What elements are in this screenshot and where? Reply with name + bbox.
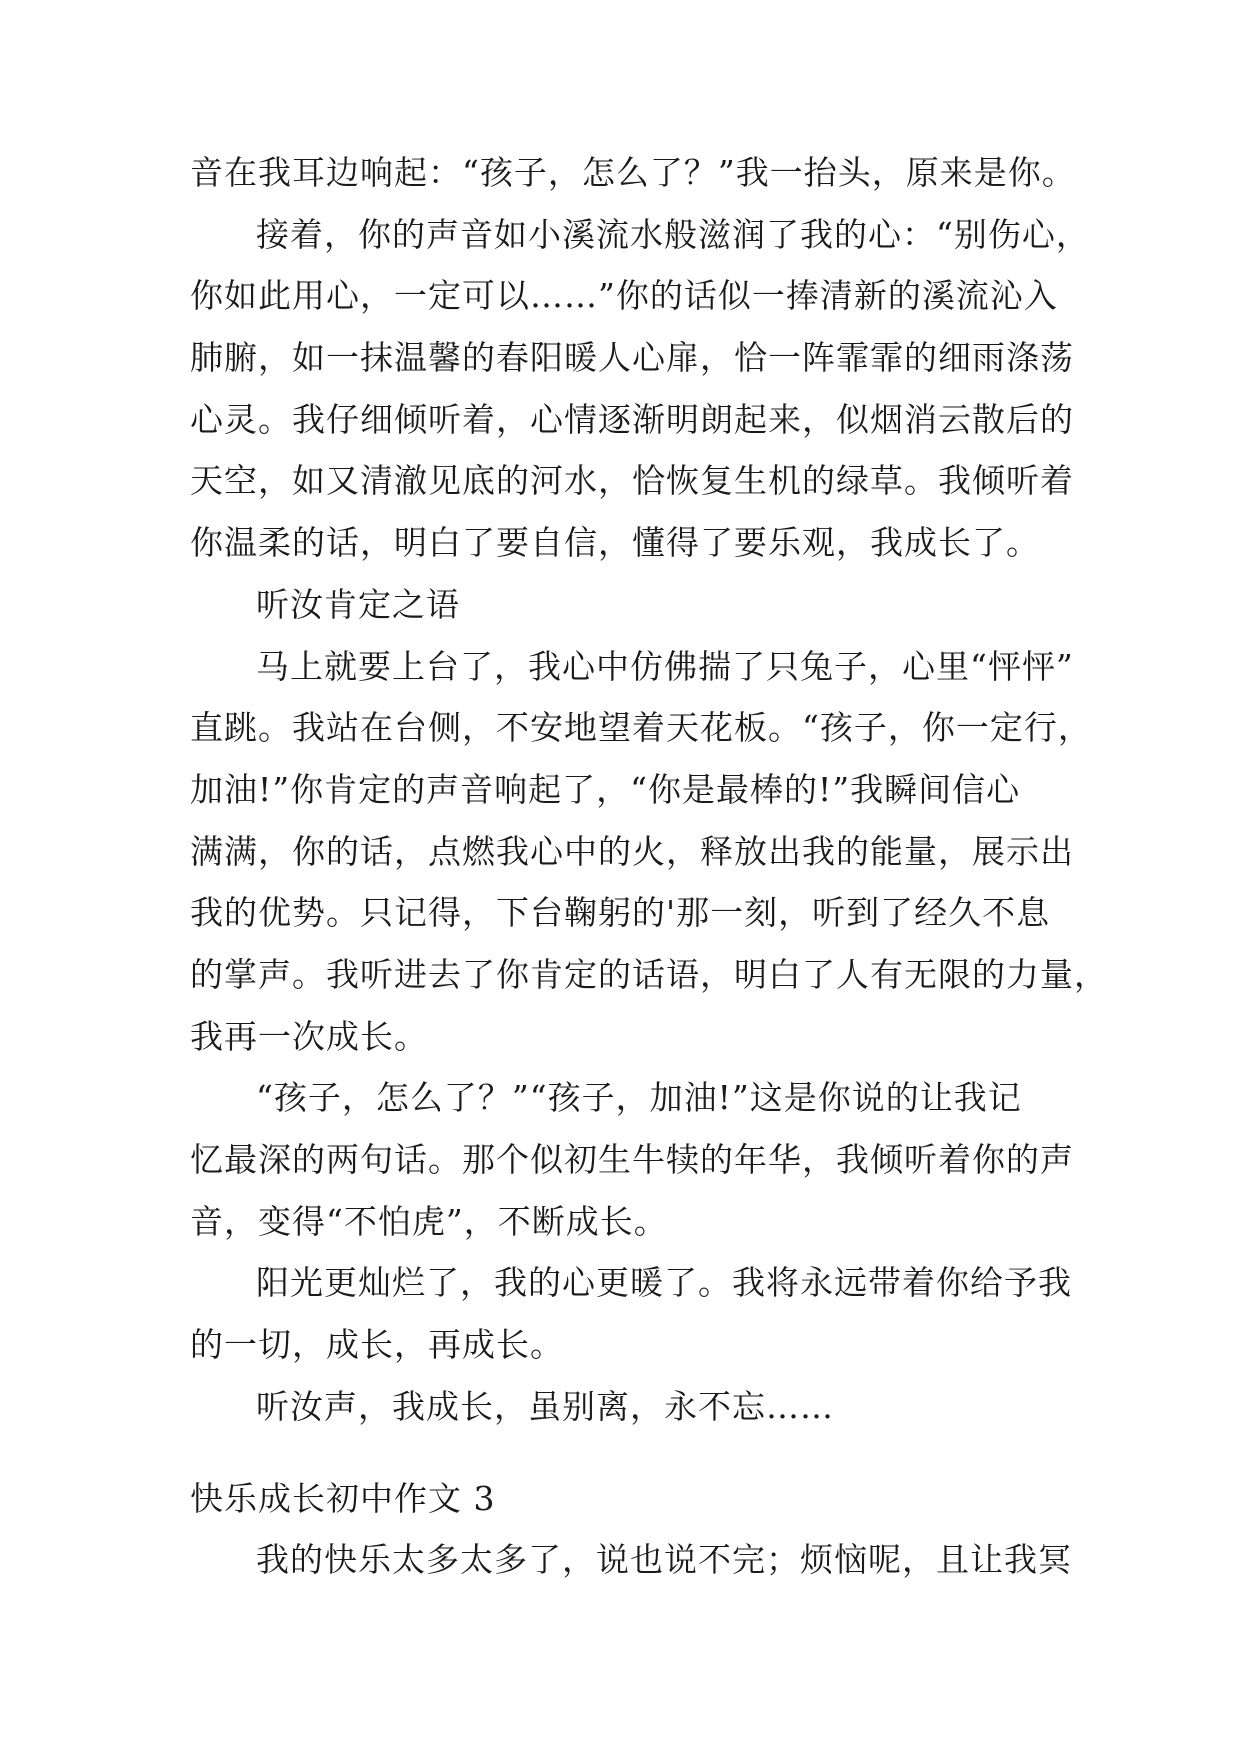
paragraph-line: 音，变得“不怕虎”，不断成长。 xyxy=(190,1201,668,1241)
paragraph-line: 听汝声，我成长，虽别离，永不忘…… xyxy=(256,1386,834,1426)
paragraph-line: 直跳。我站在台侧，不安地望着天花板。“孩子，你一定行， xyxy=(190,708,1092,748)
section-title: 快乐成长初中作文 3 xyxy=(190,1478,496,1518)
paragraph-line: 你如此用心，一定可以……”你的话似一捧清新的溪流沁入 xyxy=(190,276,1058,316)
paragraph-line: 的一切，成长，再成长。 xyxy=(190,1325,564,1365)
paragraph-line: 天空，如又清澈见底的河水，恰恢复生机的绿草。我倾听着 xyxy=(190,461,1074,501)
paragraph-line: 肺腑，如一抹温馨的春阳暖人心扉，恰一阵霏霏的细雨涤荡 xyxy=(190,338,1074,378)
paragraph-line: 忆最深的两句话。那个似初生牛犊的年华，我倾听着你的声 xyxy=(190,1140,1074,1179)
document-body xyxy=(190,153,1108,1604)
paragraph-line: 音在我耳边响起：“孩子，怎么了？”我一抬头，原来是你。 xyxy=(190,153,1076,192)
paragraph-line: 阳光更灿烂了，我的心更暖了。我将永远带着你给予我 xyxy=(256,1263,1072,1303)
subheading: 听汝肯定之语 xyxy=(256,584,460,624)
paragraph-line: 我的快乐太多太多了，说也说不完；烦恼呢，且让我冥 xyxy=(256,1540,1072,1580)
paragraph-line: 心灵。我仔细倾听着，心情逐渐明朗起来，似烟消云散后的 xyxy=(190,399,1074,439)
paragraph-line: 我再一次成长。 xyxy=(190,1016,428,1056)
paragraph-line: 马上就要上台了，我心中仿佛揣了只兔子，心里“怦怦” xyxy=(256,646,1074,686)
paragraph-line: 的掌声。我听进去了你肯定的话语，明白了人有无限的力量， xyxy=(190,954,1108,994)
paragraph-line: “孩子，怎么了？”“孩子，加油!”这是你说的让我记 xyxy=(256,1078,1022,1118)
paragraph-line: 你温柔的话，明白了要自信，懂得了要乐观，我成长了。 xyxy=(190,523,1040,563)
paragraph-line: 我的优势。只记得，下台鞠躬的'那一刻，听到了经久不息 xyxy=(190,893,1051,933)
paragraph-line: 接着，你的声音如小溪流水般滋润了我的心：“别伤心， xyxy=(256,214,1090,254)
paragraph-line: 加油!”你肯定的声音响起了，“你是最棒的!”我瞬间信心 xyxy=(190,769,1021,809)
paragraph-line: 满满，你的话，点燃我心中的火，释放出我的能量，展示出 xyxy=(190,831,1074,871)
